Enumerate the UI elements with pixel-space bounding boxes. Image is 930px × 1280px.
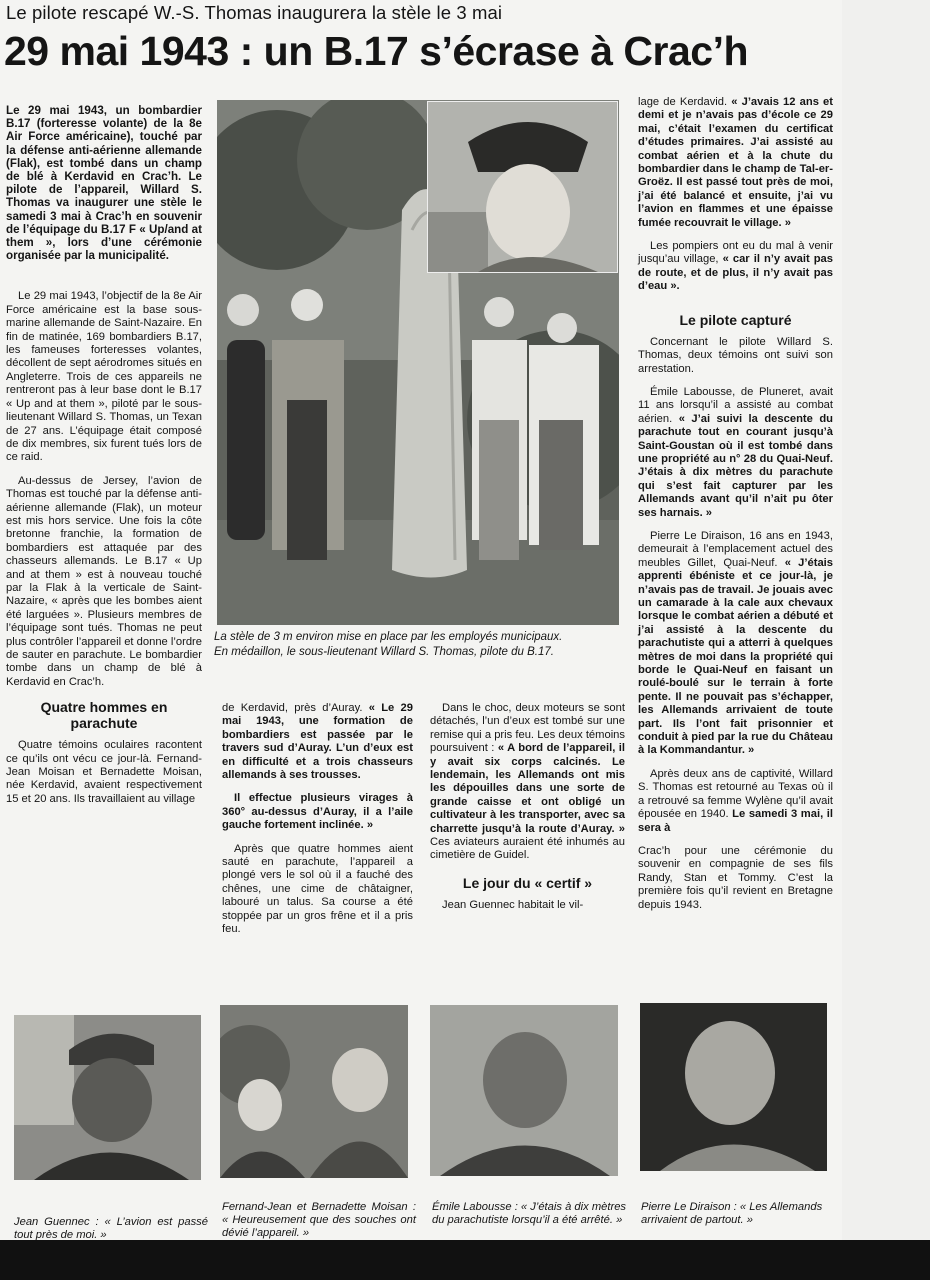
subheading: Le pilote capturé	[679, 311, 792, 328]
main-photo-caption: La stèle de 3 m environ mise en place par les employés municipaux. En médaillon, le sous-lieutenant Willard S. Thomas, pilote du B.17.	[214, 631, 563, 658]
body-text: Dans le choc, deux moteurs se sont détachés, l’un d’eux est tombé sur une remise qui a pris feu. Les deux témoins poursuivent :	[430, 702, 625, 755]
body-paragraph: Concernant le pilote Willard S. Thomas, deux témoins ont suivi son arrestation.	[638, 335, 833, 375]
portrait-emile-labousse	[430, 1005, 618, 1176]
quote-text: « J’ai suivi la descente du parachute tout en courant jusqu’à Saint-Goustan où il est tombé dans une propriété au n° 28 du Quai-Neuf. J’étais à dix mètres du parachute qui s’est fait capturer par les Allemands avant qu’il n’ait pu ôter ses harnais. »	[638, 412, 833, 519]
portrait-caption-2: Fernand-Jean et Bernadette Moisan : « Heureusement que des souches ont dévié l’appareil. »	[222, 1201, 416, 1239]
scan-margin	[842, 0, 930, 1280]
body-paragraph: Après que quatre hommes aient sauté en parachute, l’appareil a plongé vers le sol où il a fauché des chênes, une cime de châtaigner, labouré un talus. Sa course a été stoppée par un gros frêne et il a pris feu.	[222, 842, 413, 936]
column-2	[222, 702, 413, 947]
quote-text: Le samedi 3 mai, il sera à	[638, 808, 833, 834]
body-paragraph: Jean Guennec habitait le vil-	[442, 898, 584, 911]
body-paragraph: Quatre témoins oculaires racontent ce qu’ils ont vécu ce jour-là. Fernand-Jean Moisan et Bernadette Moisan, née Kerdavid, avaient respectivement 15 et 20 ans. Ils travaillaient au village	[6, 739, 202, 805]
column-4	[638, 96, 833, 922]
body-text: Émile Labousse, de Pluneret, avait 11 ans lorsqu’il a assisté au combat aérien.	[638, 385, 833, 425]
body-text: Après deux ans de captivité, Willard S. Thomas est retourné au Texas où il a retrouvé sa femme Wylène qu’il avait épousée en 1940.	[638, 767, 833, 821]
body-paragraph: Crac’h pour une cérémonie du souvenir en compagnie de ses fils Randy, Stan et Tommy. C’est la première fois qu’il revient en Bretagne depuis 1943.	[638, 844, 833, 911]
portrait-caption-4: Pierre Le Diraison : « Les Allemands arrivaient de partout. »	[641, 1201, 823, 1226]
quote-text: « J’avais 12 ans et demi et je n’avais pas d’école ce 29 mai, c’était l’examen du certificat d’études primaires. J’ai assisté au combat aérien et à la chute du bombardier dans le champ de Tal-er-Groëz. Il est passé tout près de moi, j’ai été balancé et ensuite, j’ai vu l’avion en flammes et une épaisse fumée recouvrait le village. »	[638, 96, 833, 229]
portrait-moisan-couple	[220, 1005, 408, 1178]
quote-paragraph: Il effectue plusieurs virages à 360° au-dessus d’Auray, il a l’aile gauche fortement inclinée. »	[222, 792, 413, 832]
body-text: lage de Kerdavid.	[638, 96, 732, 108]
quote-text: « car il n’y avait pas de route, et de plus, il n’y avait pas d’eau ».	[638, 253, 833, 293]
column-3	[430, 702, 625, 922]
portrait-caption-3: Émile Labousse : « J’étais à dix mètres du parachutiste lorsqu’il a été arrêté. »	[432, 1201, 627, 1226]
lead-paragraph: Le 29 mai 1943, un bombardier B.17 (forteresse volante) de la 8e Air Force américaine), touché par la défense anti-aérienne allemande (Flak), est tombé dans un champ de blé à Kerdavid en Crac’h. Le pilote de l’appareil, Willard S. Thomas va inaugurer une stèle le samedi 3 mai à Crac’h en souvenir de l’équipage du B.17 F « Up/and at them », lors d’une cérémonie organisée par la municipalité.	[6, 104, 202, 263]
column-1	[6, 104, 202, 816]
pilot-medallion-photo	[427, 101, 618, 273]
quote-text: « Le 29 mai 1943, une formation de bombardiers est passée par le travers sud d’Auray. L’un d’eux est en difficulté et a trois chasseurs allemands à ses trousses.	[222, 702, 413, 782]
body-text: Ces aviateurs auraient été inhumés au cimetière de Guidel.	[430, 836, 625, 862]
quote-text: « A bord de l’appareil, il y avait six corps calcinés. Le lendemain, les Allemands ont mis les dépouilles dans une sorte de grande caisse et ont obligé un cultivateur à les transporter, avec sa charrette jusqu’à la route d’Auray. »	[430, 742, 625, 835]
article-headline: 29 mai 1943 : un B.17 s’écrase à Crac’h	[4, 28, 749, 74]
subheading: Le jour du « certif »	[462, 874, 593, 891]
quote-text: « J’étais apprenti ébéniste et ce jour-là, je n’avais pas de travail. Je jouais avec un camarade à la cale aux chevaux lorsque le combat aérien a débuté et j’ai assisté à la descente du parachutiste qui a atterri à quelques mètres de moi dans la propriété qui borde le Quai-Neuf en faisant un roulé-boulé sur le terrain à forte pente. Il ne pouvait pas s’échapper, les Allemands arrivaient de toute part. Ils l’ont fait prisonnier et conduit à pied par la rue du Château à la Kommandantur. »	[638, 556, 833, 757]
body-text: de Kerdavid, près d’Auray.	[222, 702, 369, 714]
body-text: Pierre Le Diraison, 16 ans en 1943, demeurait à l’emplacement actuel des meubles Gillet, Quai-Neuf.	[638, 529, 833, 569]
portrait-pierre-le-diraison	[640, 1003, 827, 1171]
body-paragraph: Au-dessus de Jersey, l’avion de Thomas est touché par la défense anti-aérienne allemande (Flak), un moteur est mis hors service. Une fois la côte bretonne franchie, la formation de bombardiers est attaquée par des chasseurs allemands. Le B.17 « Up and at them » est à nouveau touché par la Flak à la verticale de Saint-Nazaire, « après que les bombes aient été larguées ». Plusieurs membres de l’équipage sont tués. Thomas ne peut plus contrôler l’appareil et donne l’ordre de sauter en parachute. Le bombardier tombe dans un champ de blé à Kerdavid en Crac’h.	[6, 474, 202, 688]
subheading: Quatre hommes en parachute	[40, 699, 168, 732]
body-paragraph: Le 29 mai 1943, l’objectif de la 8e Air Force américaine est la base sous-marine allemande de Saint-Nazaire. En fin de matinée, 169 bombardiers B.17, les fameuses forteresses volantes, décollent de sept aérodromes situés en Angleterre. Trois de ces appareils ne rentreront pas à leur base dont le B.17 « Up and at them », piloté par le sous-lieutenant Willard S. Thomas, un Texan de 27 ans. L’équipage était composé de dix membres, six furent tués lors de ce raid.	[6, 290, 202, 464]
article-kicker: Le pilote rescapé W.-S. Thomas inaugurera la stèle le 3 mai	[6, 2, 503, 23]
body-text: Les pompiers ont eu du mal à venir jusqu’au village,	[638, 240, 833, 266]
portrait-jean-guennec	[14, 1015, 201, 1180]
portrait-caption-1: Jean Guennec : « L’avion est passé tout près de moi. »	[14, 1216, 208, 1240]
scan-bottom-border	[0, 1240, 930, 1280]
